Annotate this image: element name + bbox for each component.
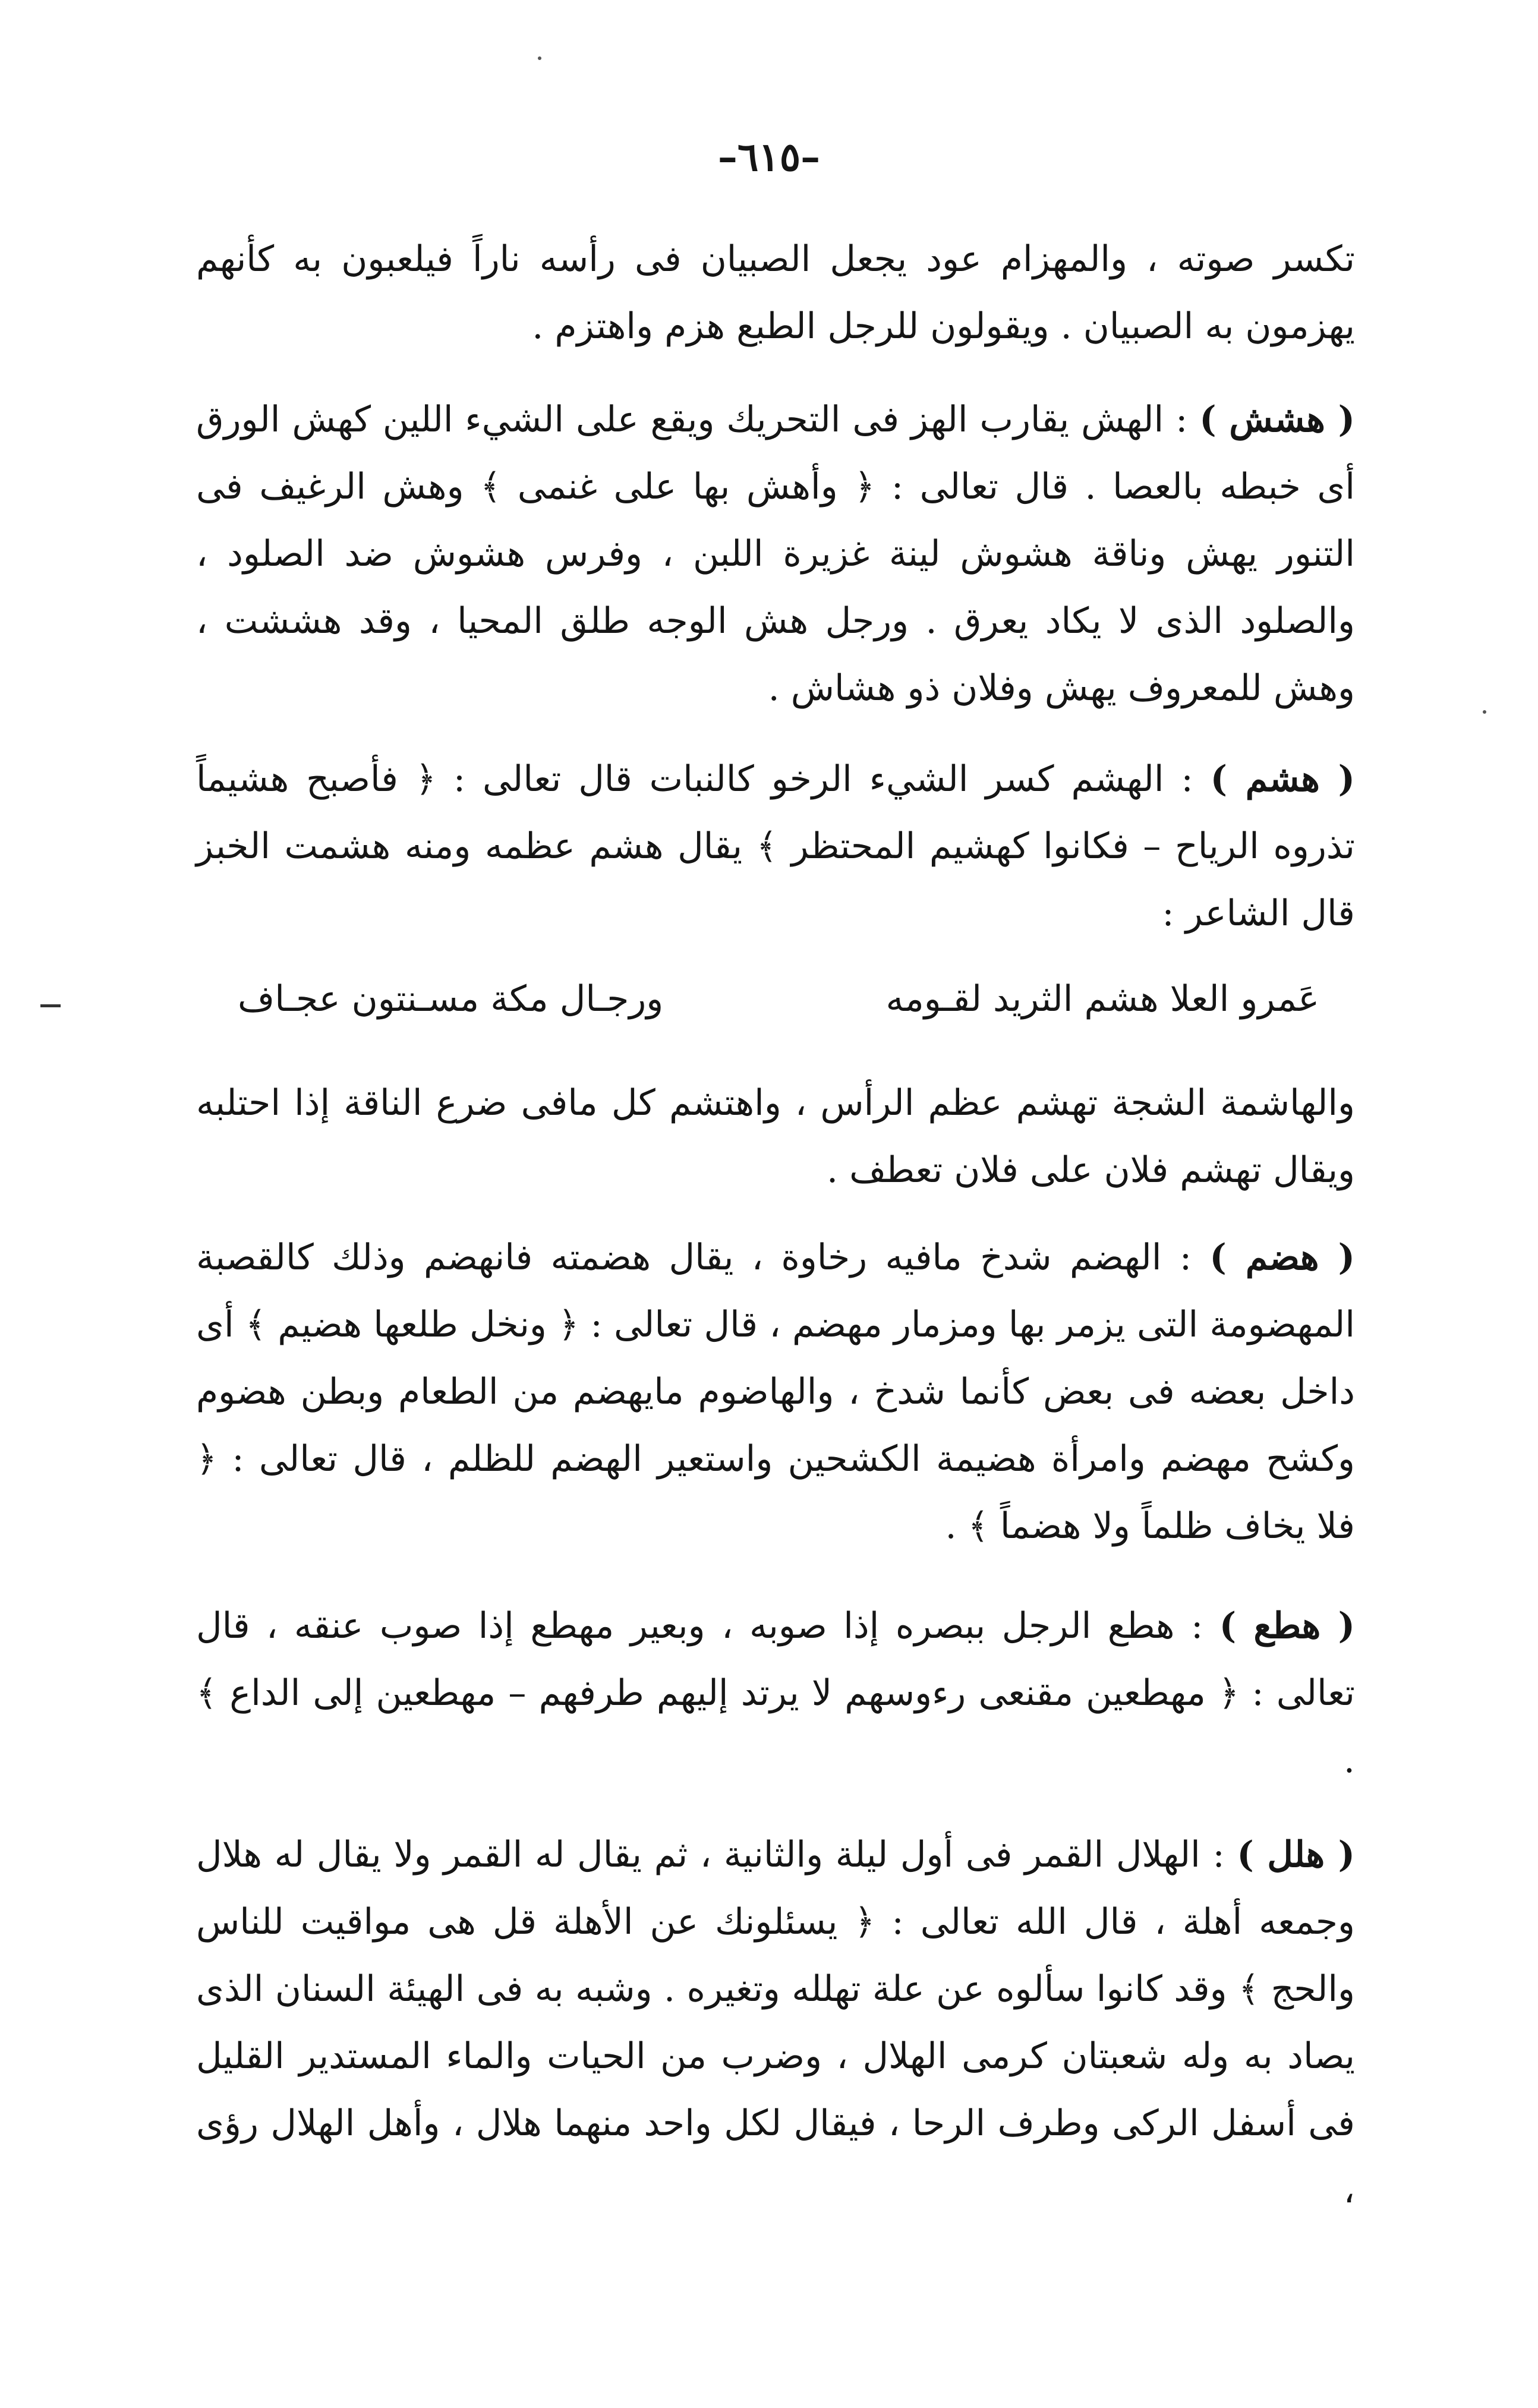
entry-headword: ( هشش ) [1199, 399, 1355, 440]
verse-second-hemistich: ورجـال مكة مسـنتون عجـاف [238, 978, 664, 1020]
entry-body: : الهضم شدخ مافيه رخاوة ، يقال هضمته فانهضم وذلك كالقصبة المهضومة التى يزمر بها ومزمار مهضم ، قال تعالى : ﴿ ونخل طلعها هضيم ﴾ أى داخل بعضه فى بعض كأنما شدخ ، والهاضوم مايهضم من الطعام وبطن هضوم وكشح مهضم وامرأة هضيمة الكشحين واستعير الهضم للظلم ، قال تعالى : ﴿ فلا يخاف ظلماً ولا هضماً ﴾ . [196, 1237, 1355, 1547]
scan-margin-mark [40, 1004, 61, 1007]
scan-speck [1483, 710, 1486, 714]
entry-headword: ( هلل ) [1237, 1834, 1356, 1876]
entry-hata [196, 1593, 1355, 1794]
entry-headword: ( هشم ) [1210, 758, 1355, 800]
entry-headword: ( هطع ) [1219, 1605, 1355, 1647]
poetry-verse [196, 966, 1355, 1033]
entry-hadm [196, 1224, 1355, 1560]
entry-hashm-continuation [196, 1070, 1355, 1204]
entry-headword: ( هضم ) [1209, 1237, 1355, 1278]
entry-body: : الهلال القمر فى أول ليلة والثانية ، ثم يقال له القمر ولا يقال له هلال وجمعه أهلة ، قال الله تعالى : ﴿ يسئلونك عن الأهلة قل هى مواقيت للناس والحج ﴾ وقد كانوا سألوه عن علة تهلله وتغيره . وشبه به فى الهيئة السنان الذى يصاد به وله شعبتان كرمى الهلال ، وضرب من الحيات والماء المستدير القليل فى أسفل الركى وطرف الرحا ، فيقال لكل واحد منهما هلال ، وأهل الهلال رؤى ، [196, 1834, 1355, 2211]
intro-paragraph [196, 226, 1355, 360]
entry-hashm [196, 746, 1355, 947]
entry-hilal [196, 1821, 1355, 2224]
continuation-text: والهاشمة الشجة تهشم عظم الرأس ، واهتشم كل مافى ضرع الناقة إذا احتلبه ويقال تهشم فلان على فلان تعطف . [196, 1082, 1355, 1191]
scan-speck [538, 56, 541, 60]
entry-body: : الهش يقارب الهز فى التحريك ويقع على الشيء اللين كهش الورق أى خبطه بالعصا . قال تعالى : ﴿ وأهش بها على غنمى ﴾ وهش الرغيف فى التنور يهش وناقة هشوش لينة غزيرة اللبن ، وفرس هشوش ضد الصلود ، والصلود الذى لا يكاد يعرق . ورجل هش الوجه طلق المحيا ، وقد هششت ، وهش للمعروف يهش وفلان ذو هشاش . [196, 399, 1355, 709]
page-number: –٦١٥– [717, 134, 821, 180]
entry-body: : الهشم كسر الشيء الرخو كالنبات قال تعالى : ﴿ فأصبح هشيماً تذروه الرياح – فكانوا كهشيم المحتظر ﴾ يقال هشم عظمه ومنه هشمت الخبز قال الشاعر : [196, 758, 1355, 934]
entry-body: : هطع الرجل ببصره إذا صوبه ، وبعير مهطع إذا صوب عنقه ، قال تعالى : ﴿ مهطعين مقنعى رءوسهم لا يرتد إليهم طرفهم – مهطعين إلى الداع ﴾ . [196, 1605, 1355, 1781]
intro-text: تكسر صوته ، والمهزام عود يجعل الصبيان فى رأسه ناراً فيلعبون به كأنهم يهزمون به الصبيان . ويقولون للرجل الطبع هزم واهتزم . [196, 238, 1355, 347]
verse-first-hemistich: عَمرو العلا هشم الثريد لقـومه [885, 978, 1319, 1020]
entry-hashsh [196, 386, 1355, 722]
